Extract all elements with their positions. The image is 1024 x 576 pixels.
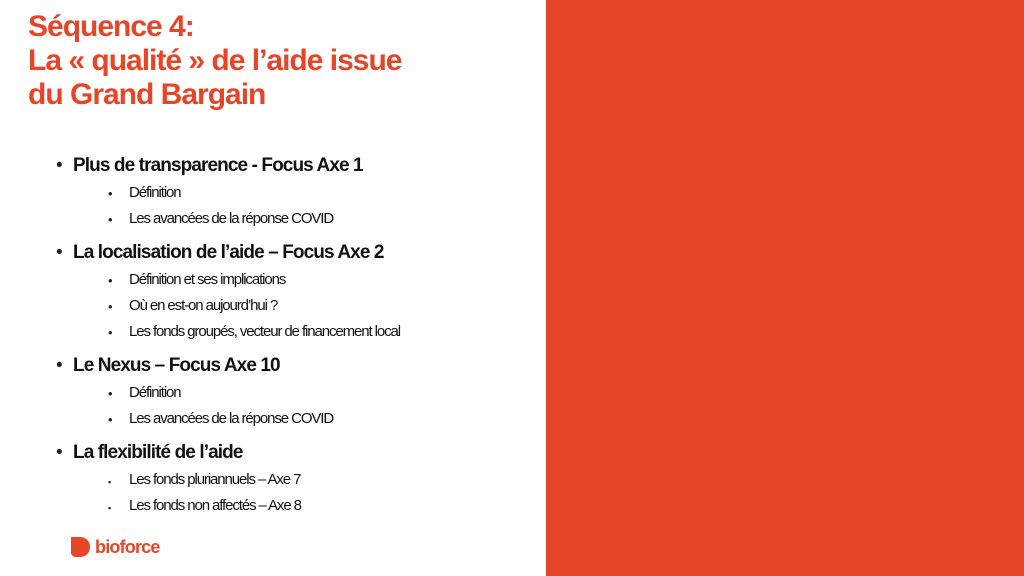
sub-bullet-icon: • bbox=[108, 299, 113, 314]
sub-item bbox=[73, 269, 536, 295]
accent-panel bbox=[546, 0, 1024, 576]
title-line-1: Séquence 4: bbox=[28, 10, 194, 43]
sub-item bbox=[73, 182, 536, 208]
bullet-icon: • bbox=[56, 242, 63, 263]
sub-item-label: Les avancées de la réponse COVID bbox=[129, 410, 334, 427]
sub-item bbox=[73, 208, 536, 234]
square-bullet-icon: ▪ bbox=[108, 503, 112, 513]
sub-item-label: Définition bbox=[129, 384, 181, 401]
bullet-list bbox=[56, 154, 536, 521]
title-line-2: La « qualité » de l’aide issue bbox=[28, 44, 402, 77]
section-label: La flexibilité de l’aide bbox=[73, 442, 243, 463]
sub-bullet-icon: • bbox=[108, 186, 113, 201]
sub-item-label: Les fonds pluriannuels – Axe 7 bbox=[129, 471, 301, 488]
sub-item bbox=[73, 408, 536, 434]
bullet-icon: • bbox=[56, 155, 63, 176]
bullet-icon: • bbox=[56, 442, 63, 463]
bioforce-logo bbox=[69, 535, 160, 559]
slide-title bbox=[28, 10, 528, 112]
sub-bullet-icon: • bbox=[108, 212, 113, 227]
sub-item bbox=[73, 295, 536, 321]
sub-bullet-icon: • bbox=[108, 325, 113, 340]
section-flexibility bbox=[56, 441, 536, 521]
sub-item-label: Définition et ses implications bbox=[129, 271, 286, 288]
sub-bullet-icon: • bbox=[108, 412, 113, 427]
sub-item bbox=[73, 495, 536, 521]
section-nexus bbox=[56, 354, 536, 434]
sub-bullet-icon: • bbox=[108, 386, 113, 401]
sub-item bbox=[73, 382, 536, 408]
sub-item-label: Les avancées de la réponse COVID bbox=[129, 210, 334, 227]
logo-wordmark: bioforce bbox=[95, 537, 160, 557]
bioforce-logo-icon bbox=[69, 536, 91, 558]
sub-bullet-icon: • bbox=[108, 273, 113, 288]
sub-item-label: Où en est-on aujourd’hui ? bbox=[129, 297, 278, 314]
section-transparency bbox=[56, 154, 536, 234]
sub-item-label: Définition bbox=[129, 184, 181, 201]
sub-item-label: Les fonds non affectés – Axe 8 bbox=[129, 497, 301, 514]
sub-item bbox=[73, 469, 536, 495]
section-label: Plus de transparence - Focus Axe 1 bbox=[73, 155, 363, 176]
sub-item-label: Les fonds groupés, vecteur de financement local bbox=[129, 323, 400, 340]
sub-item bbox=[73, 321, 536, 347]
section-label: Le Nexus – Focus Axe 10 bbox=[73, 355, 280, 376]
section-label: La localisation de l’aide – Focus Axe 2 bbox=[73, 242, 384, 263]
title-line-3: du Grand Bargain bbox=[28, 78, 266, 111]
square-bullet-icon: ▪ bbox=[108, 477, 112, 487]
section-localisation bbox=[56, 241, 536, 347]
bullet-icon: • bbox=[56, 355, 63, 376]
